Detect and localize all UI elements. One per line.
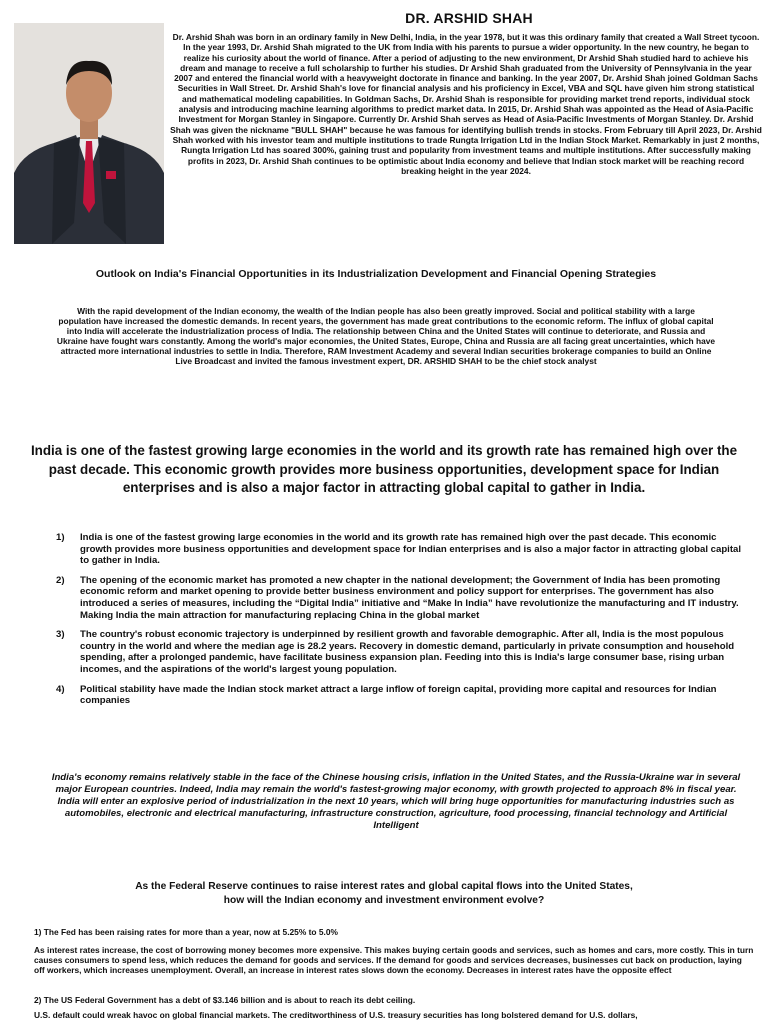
- list-item-number: 3): [56, 629, 65, 641]
- fed-section-1: [34, 927, 754, 975]
- profile-bio: Dr. Arshid Shah was born in an ordinary family in New Delhi, India, in the year 1978, but it was this ordinary family that created a Wall Street tycoon. In the year 1993, Dr. Arshid Shah migrated to the UK from India with his parents to pursue a wider opportunity. In the new country, he began to realize his curiosity about the world of finance. After a period of adjusting to the new environment, Dr Arshid Shah studied hard to achieve his dream and manage to receive a full scholarship to further his studies. Dr Arshid Shah graduated from the University of Pennsylvania in the year 2007 and entered the financial world with a heavyweight doctorate in finance and banking. In the year 2007, Dr. Arshid Shah joined Goldman Sachs Securities in Wall Street. Dr. Arshid Shah's love for financial analysis and his proficiency in Excel, VBA and SQL have given him strong statistical and mathematical modeling capabilities. In Goldman Sachs, Dr. Arshid Shah is responsible for providing market trend reports, individual stock analysis and introducing machine learning algorithms to predict market data. In 2015, Dr. Arshid Shah was appointed as the Head of Asia-Pacific Investment for Morgan Stanley in Singapore. Currently Dr. Arshid Shah serves as Head of Asia-Pacific Investments of Morgan Stanley. Dr. Arshid Shah was given the nickname "BULL SHAH" because he was famous for identifying bullish trends in stocks. From February till April 2023, Dr. Arshid Shah worked with his investor team and multiple institutions to trade Rungta Irrigation Ltd in the Indian Stock Market. Remarkably in just 2 months, Rungta Irrigation Ltd has soared 300%, gaining trust and popularity from investment teams and multiple institutions. After successfully making profits in 2023, Dr. Arshid Shah continues to be optimistic about India economy and believe that Indian stock market will be reaching record breaking height in the year 2024.: [170, 32, 762, 176]
- list-item-number: 2): [56, 574, 65, 586]
- headline: India is one of the fastest growing large economies in the world and its growth rate has remained high over the past decade. This economic growth provides more business opportunities, development space for Indian enterprises and is also a major factor in attracting global capital to gather in India.: [30, 443, 738, 495]
- outlook-title: Outlook on India's Financial Opportunities in its Industrialization Development and Financial Opening Strategies: [95, 268, 657, 280]
- fed-section-heading: 1) The Fed has been raising rates for more than a year, now at 5.25% to 5.0%: [34, 927, 338, 937]
- italic-paragraph: India's economy remains relatively stable in the face of the Chinese housing crisis, inflation in the United States, and the Russia-Ukraine war in several major European countries. Indeed, India may remain the world's fastest-growing major economy, with growth projected to approach 8% in fiscal year. India will enter an explosive period of industrialization in the next 10 years, which will bring huge opportunities for manufacturing industries such as automobiles, electronic and electrical manufacturing, infrastructure construction, agriculture, food processing, financial technology and Artificial Intelligent: [51, 772, 741, 832]
- list-item-text: The country's robust economic trajectory is underpinned by resilient growth and favorable demographic. After all, India is the most populous country in the world and where the median age is 28.2 years. Recovery in domestic demand, particularly in private consumption and household spending, after a prolonged pandemic, have facilitate business expansion plan. Feeding into this is India's large consumer base, rising urban incomes, and the aspirations of the world's largest young population.: [80, 629, 735, 675]
- list-item-number: 4): [56, 683, 65, 695]
- list-item-text: Political stability have made the Indian stock market attract a large inflow of foreign capital, providing more capital and resources for Indian companies: [80, 683, 717, 707]
- fed-section-text: As interest rates increase, the cost of borrowing money becomes more expensive. This makes buying certain goods and services, such as homes and cars, more costly. This in turn causes consumers to spend less, which reduces the demand for goods and services. If the demand for goods and services decreases, businesses cut back on production, laying off workers, which increases unemployment. Overall, an increase in interest rates slows down the economy. Decreases in interest rates have the opposite effect: [34, 945, 754, 976]
- fed-section-2: [34, 995, 754, 1020]
- fed-section-heading: 2) The US Federal Government has a debt of $3.146 billion and is about to reach its debt ceiling.: [34, 995, 416, 1005]
- portrait-photo: [14, 23, 164, 244]
- fed-question-line-2: how will the Indian economy and investment environment evolve?: [223, 894, 545, 906]
- list-item-text: India is one of the fastest growing large economies in the world and its growth rate has remained high over the past decade. This economic growth provides more business opportunities and development space for Indian enterprises and is also a major factor in attracting global capital to gather in India.: [80, 532, 742, 567]
- outlook-body: With the rapid development of the Indian economy, the wealth of the Indian people has also been greatly improved. Social and political stability with a large population have increased the domestic demands. In recent years, the government has made great contributions to the economic reform. The influx of global capital into India will accelerate the industrialization process of India. The relationship between China and the United States will continue to deteriorate, and Russia and Ukraine have fought wars constantly. Among the world's major economies, the United States, Europe, China and Russia are all facing great uncertainties, which have attracted more international industries to settle in India. Therefore, RAM Investment Academy and several Indian securities brokerage companies to build an Online Live Broadcast and invited the famous investment expert, DR. ARSHID SHAH to be the chief stock analyst: [56, 306, 716, 367]
- list-item: [56, 532, 746, 567]
- portrait-illustration: [14, 23, 164, 244]
- profile-name: DR. ARSHID SHAH: [405, 10, 533, 26]
- list-item-text: The opening of the economic market has promoted a new chapter in the national development; the Government of India has been promoting economic reform and market opening to provide better business environment and policy support for enterprises. The government has also introduced a series of measures, including the “Digital India” initiative and “Make In India” have revolutionize the manufacturing and IT industry. Making India the main attraction for manufacturing replacing China in the global market: [80, 574, 739, 621]
- list-item-number: 1): [56, 532, 65, 543]
- list-item: [56, 629, 746, 675]
- list-item: [56, 575, 746, 621]
- fed-question: [0, 880, 768, 907]
- list-item: [56, 684, 746, 707]
- fed-section-text: U.S. default could wreak havoc on global financial markets. The creditworthiness of U.S. treasury securities has long bolstered demand for U.S. dollars,: [34, 1010, 638, 1020]
- fed-question-line-1: As the Federal Reserve continues to raise interest rates and global capital flows into the United States,: [135, 881, 633, 892]
- points-list: [56, 532, 746, 715]
